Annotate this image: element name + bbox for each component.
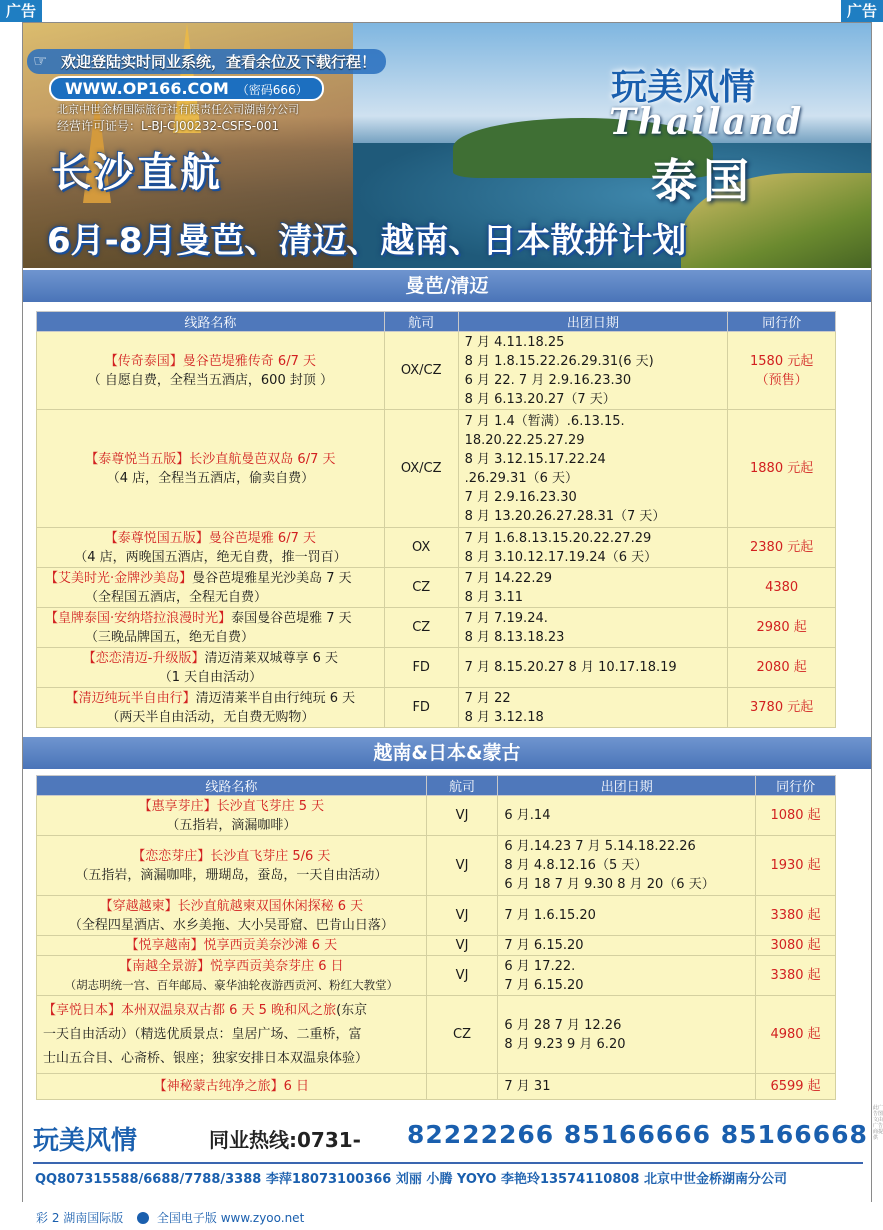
- price-text: 6599 起: [770, 1079, 821, 1094]
- route-name-rest: 曼谷芭堤雅星光沙美岛 7 天: [192, 570, 352, 586]
- route-name: 【艾美时光·金牌沙美岛】: [45, 570, 193, 586]
- route-cell: [37, 332, 385, 410]
- airline-cell: VJ: [426, 936, 498, 956]
- table-header: [37, 776, 836, 796]
- route-name: 【穿越越柬】长沙直航越柬双国休闲探秘 6 天: [99, 898, 364, 914]
- airline-cell: VJ: [426, 796, 498, 836]
- price-text: 3380 起: [770, 908, 821, 923]
- date-line: 6 月 22. 7 月 2.9.16.23.30: [464, 372, 632, 388]
- date-line: 8 月 3.12.15.17.22.24: [464, 451, 606, 467]
- route-desc: （1 天自由活动）: [158, 669, 263, 685]
- route-cell: [37, 1074, 427, 1100]
- table-row: [37, 896, 836, 936]
- dates-cell: [458, 648, 728, 688]
- dates-cell: [498, 956, 756, 996]
- license-number: 经营许可证号：L-BJ-CJ00232-CSFS-001: [57, 119, 280, 133]
- date-line: 8 月 4.8.12.16（5 天）: [504, 858, 648, 873]
- date-line: 6 月 18 7 月 9.30 8 月 20（6 天）: [504, 877, 715, 892]
- footer-divider: [33, 1162, 863, 1164]
- route-name: 【泰尊悦当五版】长沙直航曼芭双岛 6/7 天: [85, 451, 336, 467]
- table-row: [37, 956, 836, 996]
- price-text: 4380: [765, 580, 799, 595]
- date-line: 8 月 3.11: [464, 589, 524, 605]
- col-airline: 航司: [426, 776, 498, 796]
- hotline-label: 同业热线:0731-: [209, 1128, 361, 1152]
- route-cell: [37, 796, 427, 836]
- price-cell: [756, 1074, 836, 1100]
- dates-cell: [458, 608, 728, 648]
- route-desc: （ 自愿自费，全程当五酒店，600 封顶 ）: [87, 372, 333, 388]
- side-note: 此广告图文由广告商提供: [873, 1105, 883, 1141]
- price-cell: [728, 410, 836, 528]
- date-line: 7 月 8.15.20.27 8 月 10.17.18.19: [464, 660, 677, 675]
- price-text: 1080 起: [770, 808, 821, 823]
- route-desc: （4 店，全程当五酒店，偷卖自费）: [106, 470, 315, 486]
- price-text: 2980 起: [756, 620, 807, 635]
- date-line: 8 月 3.12.18: [464, 709, 544, 725]
- date-line: 7 月 6.15.20: [504, 977, 584, 993]
- price-cell: [728, 688, 836, 728]
- date-line: 18.20.22.25.27.29: [464, 432, 585, 448]
- table-row: [37, 568, 836, 608]
- brand-logo: 玩美风情: [611, 67, 756, 108]
- price-text: 1580 元起: [750, 353, 814, 369]
- price-cell: [756, 836, 836, 896]
- airline-cell: VJ: [426, 956, 498, 996]
- route-name: 【恋恋芽庄】长沙直飞芽庄 5/6 天: [132, 848, 331, 864]
- dates-cell: [458, 568, 728, 608]
- table-row: [37, 608, 836, 648]
- table-row: [37, 936, 836, 956]
- airline-cell: OX/CZ: [384, 332, 458, 410]
- route-name: 【神秘蒙古纯净之旅】6 日: [153, 1079, 310, 1094]
- footer-brand-logo: 玩美风情: [33, 1126, 138, 1156]
- col-dates: 出团日期: [458, 312, 728, 332]
- date-line: 7 月 31: [504, 1079, 551, 1094]
- password-text: （密码666）: [236, 83, 308, 97]
- route-name: 【惠享芽庄】长沙直飞芽庄 5 天: [138, 798, 325, 814]
- table-row: [37, 996, 836, 1074]
- date-line: .26.29.31（6 天）: [464, 470, 579, 486]
- sub-headline: 6月-8月曼芭、清迈、越南、日本散拼计划: [47, 221, 687, 261]
- table-row: [37, 796, 836, 836]
- route-desc: 一天自由活动）（精选优质景点：皇居广场、二重桥，富: [43, 1026, 362, 1042]
- brand-taiguo: 泰国: [651, 154, 755, 208]
- dates-cell: [498, 796, 756, 836]
- price-cell: [728, 528, 836, 568]
- price-cell: [756, 996, 836, 1074]
- date-line: 7 月 1.6.8.13.15.20.22.27.29: [464, 530, 652, 546]
- dates-cell: [498, 896, 756, 936]
- airline-cell: OX/CZ: [384, 410, 458, 528]
- date-line: 8 月 13.20.26.27.28.31（7 天）: [464, 508, 666, 524]
- url-text[interactable]: WWW.OP166.COM: [65, 79, 229, 98]
- table-header: [37, 312, 836, 332]
- dates-cell: [498, 836, 756, 896]
- date-line: 7 月 22: [464, 690, 511, 706]
- route-name: 【泰尊悦国五版】曼谷芭堤雅 6/7 天: [104, 530, 316, 546]
- route-name: 【南越全景游】悦享西贡美奈芽庄 6 日: [119, 958, 344, 974]
- price-cell: [756, 796, 836, 836]
- headline: 长沙直航: [51, 150, 223, 196]
- route-name-rest: 清迈清莱半自由行纯玩 6 天: [195, 690, 356, 706]
- date-line: 8 月 3.10.12.17.19.24（6 天）: [464, 549, 658, 565]
- col-route: 线路名称: [37, 776, 427, 796]
- table-row: [37, 648, 836, 688]
- date-line: 6 月.14: [504, 808, 551, 823]
- hero-banner: [23, 23, 871, 268]
- price-cell: [728, 568, 836, 608]
- airline-cell: OX: [384, 528, 458, 568]
- date-line: 7 月 1.6.15.20: [504, 908, 596, 923]
- dates-cell: [458, 528, 728, 568]
- airline-cell: CZ: [384, 608, 458, 648]
- route-cell: [37, 528, 385, 568]
- hotline-numbers[interactable]: 82222266 85166666 85166668: [407, 1120, 868, 1149]
- info-box: [27, 49, 397, 134]
- route-cell: [37, 688, 385, 728]
- route-name: 【恋恋清迈-升级版】: [82, 650, 205, 666]
- dates-cell: [498, 996, 756, 1074]
- date-line: 6 月 28 7 月 12.26: [504, 1017, 622, 1033]
- route-desc: （全程国五酒店，全程无自费）: [85, 589, 268, 605]
- date-line: 7 月 7.19.24.: [464, 610, 548, 626]
- price-cell: [756, 896, 836, 936]
- route-name: 【清迈纯玩半自由行】: [65, 690, 196, 706]
- price-text: 3380 起: [770, 968, 821, 983]
- contact-list: QQ807315588/6688/7788/3388 李萍18073100366 刘丽 小腾 YOYO 李艳玲13574110808 北京中世金桥湖南分公司: [35, 1172, 787, 1187]
- price-cell: [756, 956, 836, 996]
- table-row: [37, 836, 836, 896]
- route-cell: [37, 956, 427, 996]
- route-name-rest: (东京: [336, 1002, 368, 1018]
- airline-cell: FD: [384, 648, 458, 688]
- date-line: 8 月 1.8.15.22.26.29.31(6 天): [464, 353, 654, 369]
- route-desc: （4 店，两晚国五酒店，绝无自费，推一罚百）: [74, 549, 347, 565]
- pointing-hand-icon: ☞: [33, 51, 48, 70]
- price-text: 2380 元起: [750, 540, 814, 555]
- contact-footer: [23, 1106, 871, 1202]
- price-text: 1930 起: [770, 858, 821, 873]
- date-line: 8 月 9.23 9 月 6.20: [504, 1036, 626, 1052]
- route-name: 【传奇泰国】曼谷芭堤雅传奇 6/7 天: [104, 353, 316, 369]
- route-desc: 士山五合目、心斋桥、银座；独家安排日本双温泉体验）: [43, 1050, 369, 1066]
- vietnam-table: [36, 775, 836, 1100]
- route-name: 【皇牌泰国·安纳塔拉浪漫时光】: [45, 610, 232, 626]
- ad-frame: [22, 22, 872, 1202]
- price-note: （预售）: [755, 372, 808, 388]
- airline-cell: VJ: [426, 836, 498, 896]
- date-line: 6 月 17.22.: [504, 958, 576, 974]
- dates-cell: [498, 936, 756, 956]
- page-number: 彩 2 湖南国际版: [36, 1211, 124, 1225]
- date-line: 6 月.14.23 7 月 5.14.18.22.26: [504, 839, 696, 854]
- welcome-text: 欢迎登陆实时同业系统，查看余位及下载行程！: [27, 49, 386, 74]
- company-name: 北京中世金桥国际旅行社有限责任公司湖南分公司: [57, 103, 299, 116]
- price-cell: [728, 648, 836, 688]
- route-cell: [37, 936, 427, 956]
- dates-cell: [498, 1074, 756, 1100]
- airline-cell: [426, 1074, 498, 1100]
- date-line: 8 月 6.13.20.27（7 天）: [464, 391, 616, 407]
- ad-label-right: 广告: [841, 0, 883, 22]
- date-line: 7 月 4.11.18.25: [464, 334, 565, 350]
- route-cell: [37, 996, 427, 1074]
- route-cell: [37, 568, 385, 608]
- table-row: [37, 528, 836, 568]
- airline-cell: CZ: [384, 568, 458, 608]
- route-name-rest: 泰国曼谷芭堤雅 7 天: [231, 610, 352, 626]
- airline-cell: CZ: [426, 996, 498, 1074]
- route-cell: [37, 836, 427, 896]
- route-desc: （五指岩，滴漏咖啡）: [166, 817, 297, 833]
- col-price: 同行价: [728, 312, 836, 332]
- thailand-table: [36, 311, 836, 728]
- date-line: 7 月 2.9.16.23.30: [464, 489, 577, 505]
- section-band-thailand: 曼芭/清迈: [23, 270, 871, 302]
- brand-thailand: Thailand: [609, 101, 804, 143]
- route-desc: （五指岩，滴漏咖啡，珊瑚岛，蚕岛，一天自由活动）: [75, 867, 388, 883]
- price-cell: [728, 608, 836, 648]
- route-cell: [37, 648, 385, 688]
- col-dates: 出团日期: [498, 776, 756, 796]
- route-desc: （全程四星酒店、水乡美拖、大小吴哥窟、巴肯山日落）: [68, 917, 394, 933]
- globe-icon: [137, 1212, 149, 1224]
- date-line: 7 月 1.4（暂满）.6.13.15.: [464, 413, 625, 429]
- route-cell: [37, 608, 385, 648]
- price-text: 2080 起: [756, 660, 807, 675]
- page-footer: [36, 1209, 304, 1226]
- route-name-rest: 清迈清莱双城尊享 6 天: [204, 650, 339, 666]
- table-row: [37, 688, 836, 728]
- table-row: [37, 1074, 836, 1100]
- route-cell: [37, 896, 427, 936]
- route-desc: （两天半自由活动，无自费无购物）: [106, 709, 315, 725]
- price-cell: [728, 332, 836, 410]
- dates-cell: [458, 688, 728, 728]
- dates-cell: [458, 410, 728, 528]
- ad-label-left: 广告: [0, 0, 42, 22]
- airline-cell: FD: [384, 688, 458, 728]
- table-row: [37, 332, 836, 410]
- date-line: 7 月 6.15.20: [504, 938, 584, 953]
- price-cell: [756, 936, 836, 956]
- route-desc: （三晚品牌国五，绝无自费）: [85, 629, 255, 645]
- date-line: 8 月 8.13.18.23: [464, 629, 565, 645]
- col-price: 同行价: [756, 776, 836, 796]
- date-line: 7 月 14.22.29: [464, 570, 553, 586]
- route-desc: （胡志明统一宫、百年邮局、豪华油轮夜游西贡河、粉红大教堂）: [64, 977, 399, 992]
- website-link[interactable]: [49, 76, 324, 101]
- route-name: 【享悦日本】本州双温泉双古都 6 天 5 晚和风之旅: [43, 1002, 337, 1018]
- edition-link[interactable]: 全国电子版 www.zyoo.net: [156, 1211, 305, 1225]
- route-name: 【悦享越南】悦享西贡美奈沙滩 6 天: [125, 938, 338, 953]
- price-text: 3080 起: [770, 938, 821, 953]
- price-text: 3780 元起: [750, 700, 814, 715]
- route-cell: [37, 410, 385, 528]
- dates-cell: [458, 332, 728, 410]
- table-row: [37, 410, 836, 528]
- col-airline: 航司: [384, 312, 458, 332]
- airline-cell: VJ: [426, 896, 498, 936]
- section-band-vietnam: 越南&日本&蒙古: [23, 737, 871, 769]
- price-text: 4980 起: [770, 1027, 821, 1042]
- col-route: 线路名称: [37, 312, 385, 332]
- price-text: 1880 元起: [750, 461, 814, 476]
